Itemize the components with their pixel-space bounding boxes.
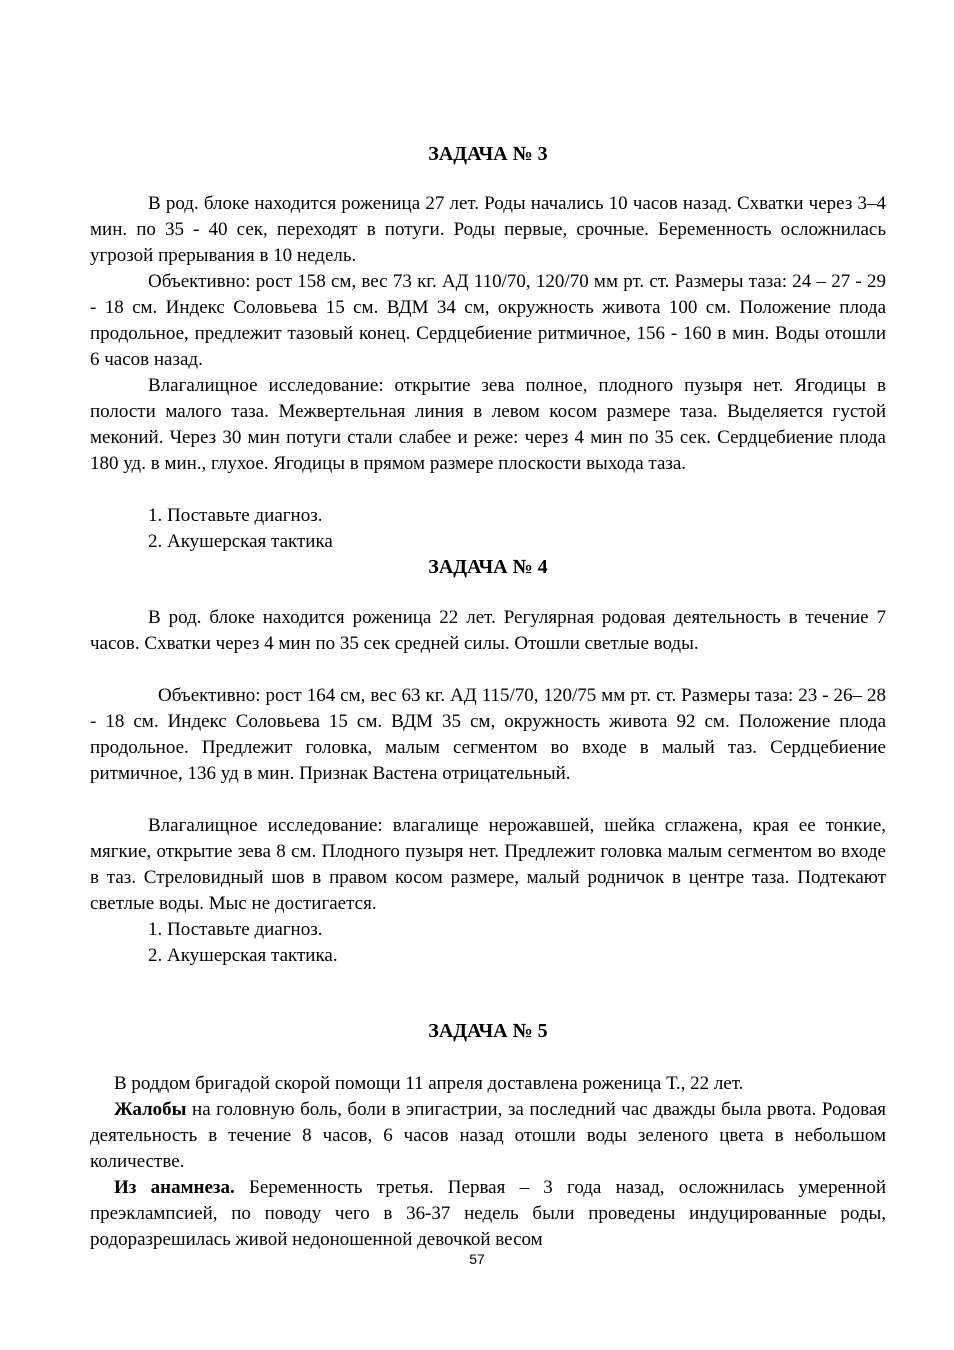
task4-paragraph-3: Влагалищное исследование: влагалище нерожавшей, шейка сглажена, края ее тонкие, мягкие, открытие зева 8 см. Плодного пузыря нет. Предлежит головка малым сегментом во входе в таз. Стреловидный шов в правом косом размере, малый родничок в центре таза. Подтекают светлые воды. Мыс не достигается. <box>90 815 886 914</box>
task3-question-2: 2. Акушерская тактика <box>148 531 333 552</box>
task5-title: ЗАДАЧА № 5 <box>428 1020 548 1042</box>
anamnesis-label: Из анамнеза. <box>114 1177 235 1198</box>
task4-paragraph-2: Объективно: рост 164 см, вес 63 кг. АД 115/70, 120/75 мм рт. ст. Размеры таза: 23 - 26– 28 - 18 см. Индекс Соловьева 15 см. ВДМ 35 см, окружность живота 92 см. Положение плода продольное. Предлежит головка, малым сегментом во входе в малый таз. Сердцебиение ритмичное, 136 уд в мин. Признак Вастена отрицательный. <box>90 685 886 784</box>
page-number: 57 <box>469 1251 485 1267</box>
task5-paragraph-1: В роддом бригадой скорой помощи 11 апреля доставлена роженица Т., 22 лет. <box>114 1073 744 1094</box>
task3-paragraph-1: В род. блоке находится роженица 27 лет. Роды начались 10 часов назад. Схватки через 3–4 мин. по 35 - 40 сек, переходят в потуги. Роды первые, срочные. Беременность осложнилась угрозой прерывания в 10 недель. <box>90 193 886 266</box>
task3-question-1: 1. Поставьте диагноз. <box>148 505 323 526</box>
complaints-label: Жалобы <box>114 1099 187 1120</box>
task3-title: ЗАДАЧА № 3 <box>428 143 548 165</box>
task4-paragraph-1: В род. блоке находится роженица 22 лет. Регулярная родовая деятельность в течение 7 часов. Схватки через 4 мин по 35 сек средней силы. Отошли светлые воды. <box>90 607 886 654</box>
task4-question-2: 2. Акушерская тактика. <box>148 945 338 966</box>
task3-paragraph-2: Объективно: рост 158 см, вес 73 кг. АД 110/70, 120/70 мм рт. ст. Размеры таза: 24 – 27 - 29 - 18 см. Индекс Соловьева 15 см. ВДМ 34 см, окружность живота 100 см. Положение плода продольное, предлежит тазовый конец. Сердцебиение ритмичное, 156 - 160 в мин. Воды отошли 6 часов назад. <box>90 271 886 370</box>
task5-paragraph-anamnesis <box>90 1175 886 1253</box>
task3-paragraph-3: Влагалищное исследование: открытие зева полное, плодного пузыря нет. Ягодицы в полости малого таза. Межвертельная линия в левом косом размере таза. Выделяется густой меконий. Через 30 мин потуги стали слабее и реже: через 4 мин по 35 сек. Сердцебиение плода 180 уд. в мин., глухое. Ягодицы в прямом размере плоскости выхода таза. <box>90 375 886 474</box>
anamnesis-text: Беременность третья. Первая – 3 года назад, осложнилась умеренной преэклампсией, по поводу чего в 36-37 недель были проведены индуцированные роды, родоразрешилась живой недоношенной девочкой весом <box>90 1177 887 1250</box>
task5-paragraph-complaints <box>90 1097 886 1175</box>
task4-question-1: 1. Поставьте диагноз. <box>148 919 323 940</box>
complaints-text: на головную боль, боли в эпигастрии, за последний час дважды была рвота. Родовая деятельность в течение 8 часов, 6 часов назад отошли воды зеленого цвета в небольшом количестве. <box>90 1099 886 1172</box>
document-page <box>90 0 886 1350</box>
task4-title: ЗАДАЧА № 4 <box>428 556 548 578</box>
